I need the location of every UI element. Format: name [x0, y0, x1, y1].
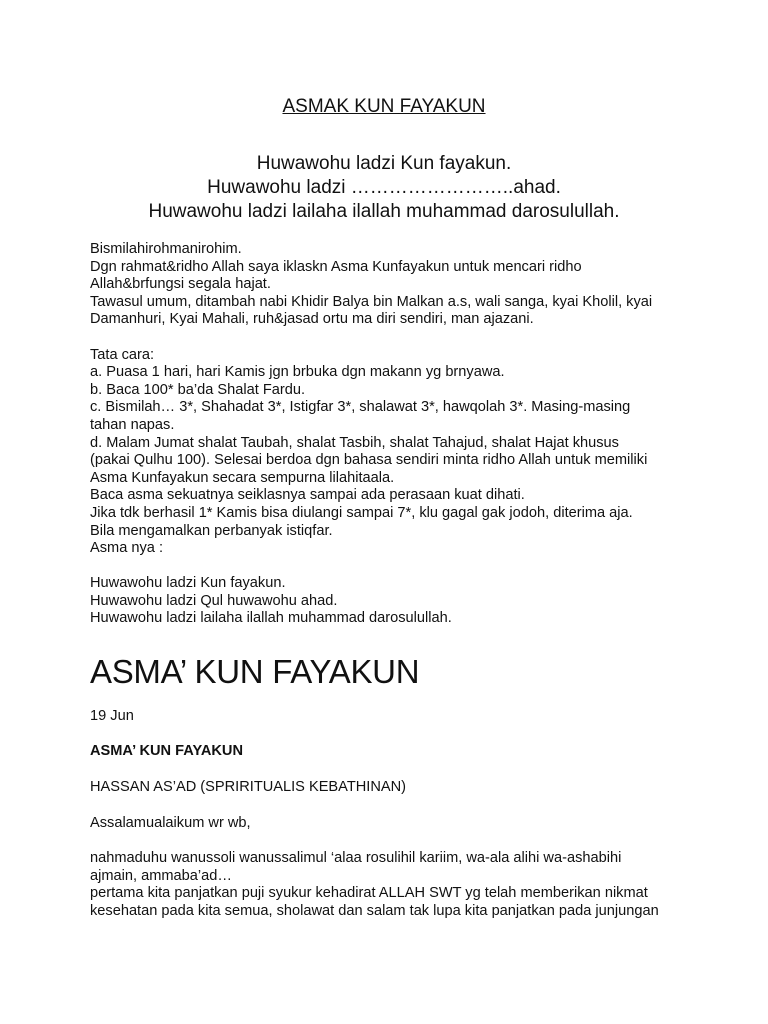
paragraph-line: ajmain, ammaba’ad…	[90, 867, 232, 884]
post-paragraph	[90, 850, 690, 920]
procedure-line: Tata cara:	[90, 346, 155, 363]
procedure-line: a. Puasa 1 hari, hari Kamis jgn brbuka dgn makann yg brnyawa.	[90, 364, 505, 381]
document-title: ASMAK KUN FAYAKUN	[282, 96, 486, 117]
invocation-line: Huwawohu ladzi lailaha ilallah muhammad darosulullah.	[148, 201, 620, 222]
post-subheading: ASMA’ KUN FAYAKUN	[90, 743, 243, 759]
paragraph-line: nahmaduhu wanussoli wanussalimul ‘alaa rosulihil kariim, wa-ala alihi wa-ashabihi	[90, 850, 622, 866]
procedure-line: b. Baca 100* ba’da Shalat Fardu.	[90, 381, 306, 398]
post-heading: ASMA’ KUN FAYAKUN	[90, 653, 420, 690]
procedure-line: Baca asma sekuatnya seiklasnya sampai ada perasaan kuat dihati.	[90, 487, 525, 504]
post-greeting: Assalamualaikum wr wb,	[90, 815, 251, 831]
intro-line: Bismilahirohmanirohim.	[90, 241, 242, 257]
invocation-block	[0, 152, 768, 224]
intro-line: Dgn rahmat&ridho Allah saya iklaskn Asma Kunfayakun untuk mencari ridho	[90, 258, 582, 275]
intro-line: Allah&brfungsi segala hajat.	[90, 276, 271, 293]
spacer	[90, 558, 690, 576]
procedure-line: (pakai Qulhu 100). Selesai berdoa dgn bahasa sendiri minta ridho Allah untuk memiliki	[90, 452, 648, 469]
intro-line: Tawasul umum, ditambah nabi Khidir Balya bin Malkan a.s, wali sanga, kyai Kholil, kyai	[90, 293, 653, 310]
invocation-line: Huwawohu ladzi Kun fayakun.	[256, 153, 512, 174]
intro-line: Damanhuri, Kyai Mahali, ruh&jasad ortu ma diri sendiri, man ajazani.	[90, 311, 534, 328]
asma-line: Huwawohu ladzi Kun fayakun.	[90, 575, 286, 592]
procedure-line: Asma nya :	[90, 540, 163, 557]
paragraph-line: pertama kita panjatkan puji syukur kehadirat ALLAH SWT yg telah memberikan nikmat	[90, 885, 648, 902]
procedure-line: tahan napas.	[90, 416, 175, 433]
procedure-line: c. Bismilah… 3*, Shahadat 3*, Istigfar 3*, shalawat 3*, hawqolah 3*. Masing-masing	[90, 399, 631, 416]
intro-block	[90, 241, 690, 628]
post-author: HASSAN AS’AD (SPRIRITUALIS KEBATHINAN)	[90, 779, 406, 795]
paragraph-line: kesehatan pada kita semua, sholawat dan salam tak lupa kita panjatkan pada junjungan	[90, 902, 659, 919]
procedure-line: Asma Kunfayakun secara sempurna lilahitaala.	[90, 469, 395, 486]
procedure-line: Jika tdk berhasil 1* Kamis bisa diulangi sampai 7*, klu gagal gak jodoh, diterima aja.	[90, 504, 633, 521]
invocation-line: Huwawohu ladzi ……………………..ahad.	[207, 177, 561, 198]
asma-line: Huwawohu ladzi Qul huwawohu ahad.	[90, 592, 338, 609]
procedure-line: Bila mengamalkan perbanyak istiqfar.	[90, 522, 333, 539]
spacer	[90, 329, 690, 347]
post-date: 19 Jun	[90, 708, 134, 724]
asma-line: Huwawohu ladzi lailaha ilallah muhammad darosulullah.	[90, 610, 452, 627]
procedure-line: d. Malam Jumat shalat Taubah, shalat Tasbih, shalat Tahajud, shalat Hajat khusus	[90, 434, 619, 451]
